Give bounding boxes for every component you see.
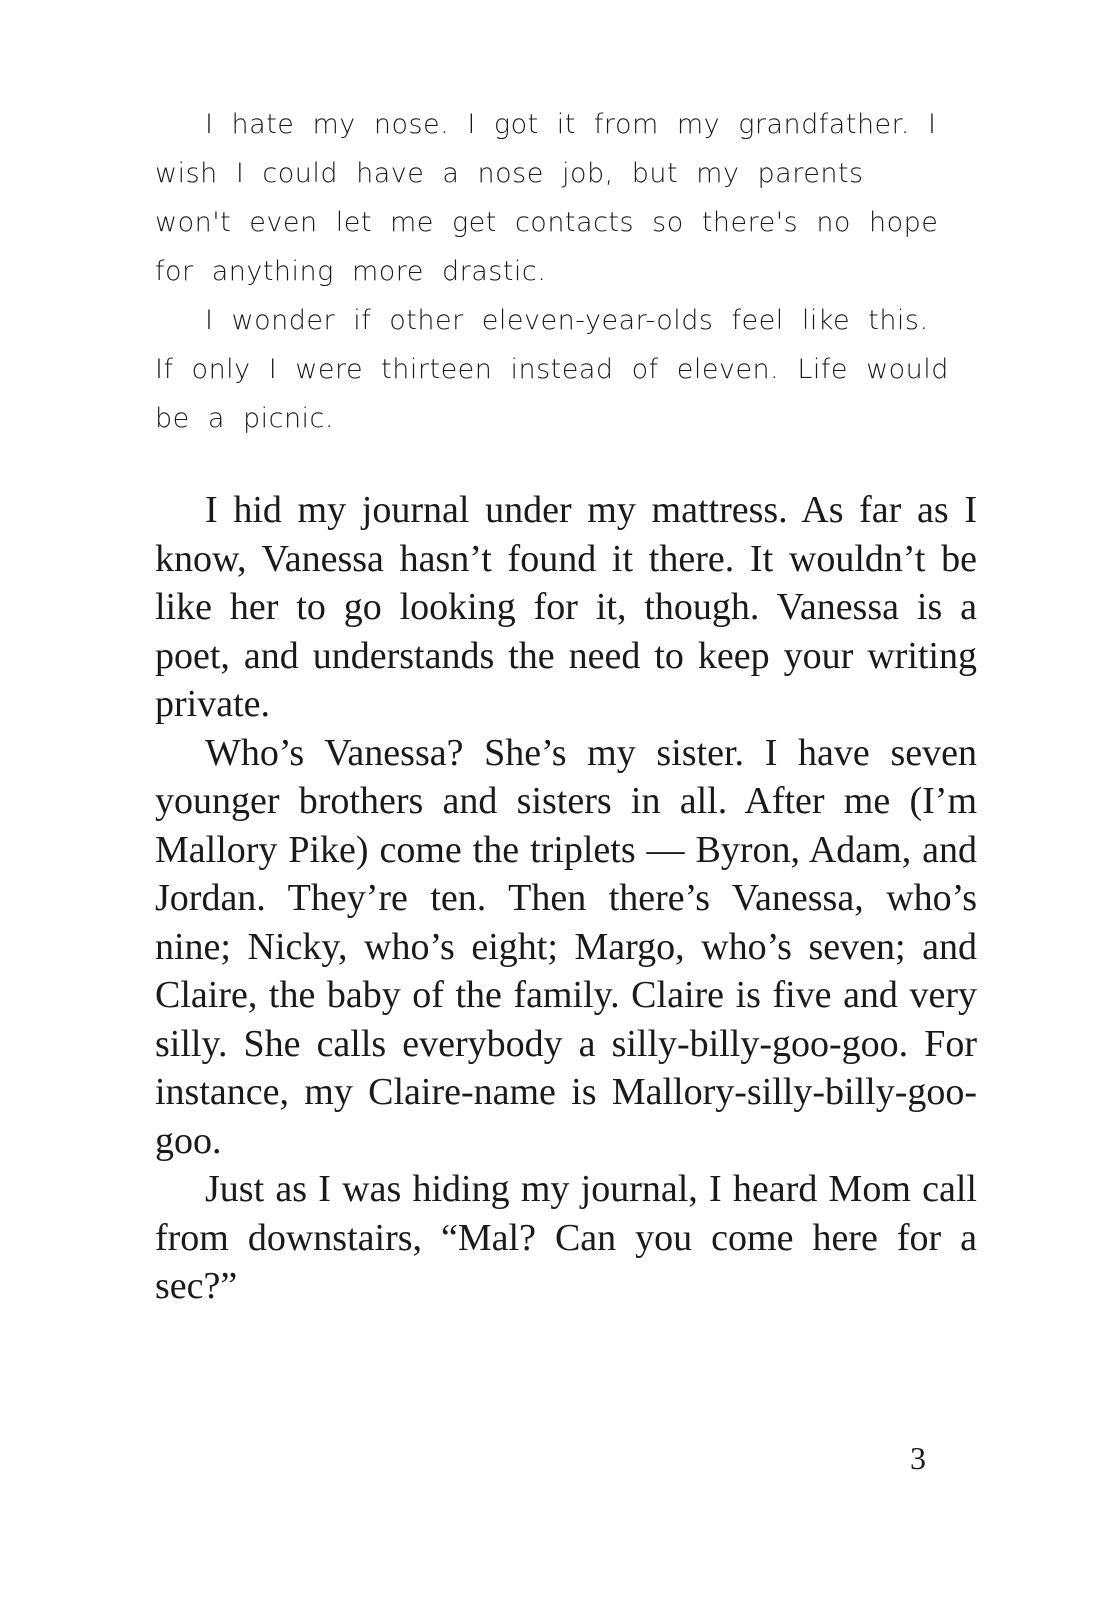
narrative-text — [155, 486, 977, 1311]
journal-paragraph: I wonder if other eleven-year-olds feel like this. If only I were thirteen instead of eleven. Life would be a picnic. — [155, 305, 949, 434]
journal-entry — [155, 100, 955, 443]
page-number: 3 — [910, 1440, 926, 1476]
journal-paragraph: I hate my nose. I got it from my grandfather. I wish I could have a nose job, but my parents won't even let me get contacts so there's no hope for anything more drastic. — [155, 109, 939, 287]
prose-paragraph: I hid my journal under my mattress. As far as I know, Vanessa hasn’t found it there. It wouldn’t be like her to go looking for it, though. Vanessa is a poet, and understands the need to keep your writing private. — [155, 489, 977, 725]
prose-paragraph: Just as I was hiding my journal, I heard Mom call from downstairs, “Mal? Can you come here for a sec?” — [155, 1168, 977, 1307]
prose-paragraph: Who’s Vanessa? She’s my sister. I have seven younger brothers and sisters in all. After me (I’m Mallory Pike) come the triplets — Byron, Adam, and Jordan. They’re ten. Then there’s Vanessa, who’s nine; Nicky, who’s eight; Margo, who’s seven; and Claire, the baby of the family. Claire is five and very silly. She calls everybody a silly-billy-goo-goo. For instance, my Claire-name is Mallory-silly-billy-goo-goo. — [155, 731, 977, 1162]
